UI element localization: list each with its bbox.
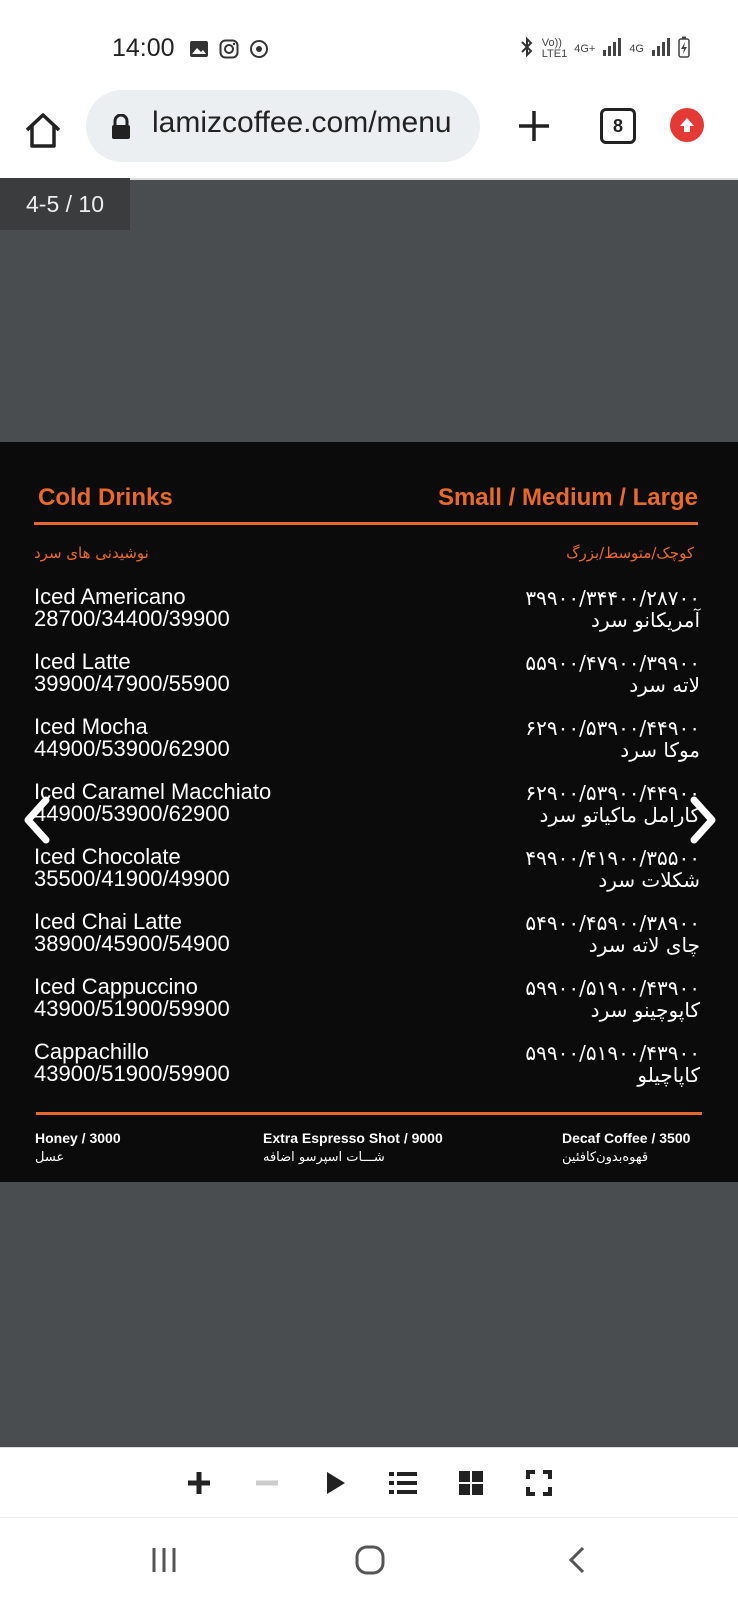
signal-icon bbox=[602, 38, 622, 59]
item-name: Iced Americano bbox=[34, 584, 186, 609]
item-price-fa: ۴۹۹۰۰/۴۱۹۰۰/۳۵۵۰۰ bbox=[525, 846, 700, 870]
play-button[interactable] bbox=[318, 1466, 352, 1500]
back-icon bbox=[563, 1545, 593, 1575]
extra-honey bbox=[35, 1128, 121, 1168]
item-name: Cappachillo bbox=[34, 1039, 149, 1064]
menu-sizes-fa: کوچک/متوسط/بزرگ bbox=[566, 544, 694, 562]
menu-item bbox=[34, 779, 704, 839]
fullscreen-button[interactable] bbox=[522, 1466, 556, 1500]
item-name: Iced Latte bbox=[34, 649, 131, 674]
item-name-fa: موکا سرد bbox=[620, 738, 700, 762]
menu-sizes: Small / Medium / Large bbox=[437, 484, 698, 511]
previous-slide-button[interactable] bbox=[14, 790, 58, 850]
volte-label: Vo)) bbox=[541, 36, 562, 49]
item-price: 43900/51900/59900 bbox=[34, 1061, 230, 1086]
home-circle-icon bbox=[354, 1544, 386, 1576]
item-name: Iced Cappuccino bbox=[34, 974, 198, 999]
network-label: 4G+ bbox=[574, 42, 596, 55]
plus-icon bbox=[514, 106, 554, 146]
viewer-toolbar bbox=[0, 1447, 738, 1518]
item-price-fa: ۶۲۹۰۰/۵۳۹۰۰/۴۴۹۰۰ bbox=[525, 781, 700, 805]
item-price-fa: ۵۴۹۰۰/۴۵۹۰۰/۳۸۹۰۰ bbox=[525, 911, 700, 935]
notification-icons bbox=[188, 38, 270, 60]
grid-icon bbox=[457, 1469, 485, 1497]
menu-item bbox=[34, 1039, 704, 1099]
instagram-icon bbox=[218, 38, 240, 60]
item-name: Iced Chai Latte bbox=[34, 909, 182, 934]
footer-divider bbox=[36, 1112, 702, 1115]
extra-label-fa: شـــات اسپرسو اضافه bbox=[263, 1150, 385, 1165]
item-price: 44900/53900/62900 bbox=[34, 801, 230, 826]
system-status-icons bbox=[519, 36, 690, 61]
menu-item bbox=[34, 909, 704, 969]
fullscreen-icon bbox=[525, 1469, 553, 1497]
extra-label: Decaf Coffee / 3500 bbox=[562, 1130, 691, 1146]
item-price-fa: ۵۹۹۰۰/۵۱۹۰۰/۴۳۹۰۰ bbox=[525, 976, 700, 1000]
chevron-left-icon bbox=[14, 790, 58, 850]
extra-label-fa: عسل bbox=[35, 1150, 65, 1165]
item-name-fa: کاپاچیلو bbox=[637, 1063, 700, 1087]
play-icon bbox=[321, 1469, 349, 1497]
grid-button[interactable] bbox=[454, 1466, 488, 1500]
item-price: 44900/53900/62900 bbox=[34, 736, 230, 761]
list-button[interactable] bbox=[386, 1466, 420, 1500]
header-divider bbox=[34, 522, 698, 525]
extra-label-fa: قهوه‌بدون‌کافئین bbox=[562, 1150, 649, 1165]
status-time: 14:00 bbox=[112, 34, 175, 62]
home-icon bbox=[22, 110, 64, 152]
menu-slide bbox=[0, 442, 738, 1182]
zoom-in-button[interactable] bbox=[182, 1466, 216, 1500]
signal-icon-2 bbox=[651, 38, 671, 59]
item-price-fa: ۶۲۹۰۰/۵۳۹۰۰/۴۴۹۰۰ bbox=[525, 716, 700, 740]
next-slide-button[interactable] bbox=[682, 790, 726, 850]
update-button[interactable] bbox=[670, 108, 704, 142]
minus-icon bbox=[253, 1469, 281, 1497]
lte-label: LTE1 bbox=[541, 47, 568, 60]
item-name: Iced Caramel Macchiato bbox=[34, 779, 272, 804]
menu-item bbox=[34, 714, 704, 774]
tab-switcher-button[interactable]: 8 bbox=[600, 108, 636, 144]
menu-title-fa: نوشیدنی های سرد bbox=[34, 544, 149, 562]
numbered-list-icon bbox=[388, 1469, 418, 1497]
slide-counter: 4-5 / 10 bbox=[0, 178, 130, 230]
status-bar bbox=[0, 0, 738, 88]
new-tab-button[interactable] bbox=[514, 106, 554, 146]
arrow-up-icon bbox=[677, 115, 697, 135]
lock-icon bbox=[110, 114, 132, 144]
back-button[interactable] bbox=[558, 1540, 598, 1580]
gallery-icon bbox=[188, 38, 210, 60]
extra-espresso-shot bbox=[263, 1128, 443, 1168]
battery-icon bbox=[678, 36, 690, 61]
item-price: 39900/47900/55900 bbox=[34, 671, 230, 696]
home-nav-button[interactable] bbox=[350, 1540, 390, 1580]
item-price: 35500/41900/49900 bbox=[34, 866, 230, 891]
menu-title: Cold Drinks bbox=[38, 484, 173, 511]
zoom-out-button[interactable] bbox=[250, 1466, 284, 1500]
home-button[interactable] bbox=[22, 110, 68, 156]
item-price: 38900/45900/54900 bbox=[34, 931, 230, 956]
item-name-fa: شکلات سرد bbox=[598, 868, 700, 892]
item-price: 43900/51900/59900 bbox=[34, 996, 230, 1021]
recent-apps-button[interactable] bbox=[144, 1540, 184, 1580]
sync-icon bbox=[248, 38, 270, 60]
item-name: Iced Mocha bbox=[34, 714, 148, 739]
item-name-fa: کاپوچینو سرد bbox=[590, 998, 700, 1022]
menu-item bbox=[34, 649, 704, 709]
item-name-fa: آمریکانو سرد bbox=[591, 608, 700, 632]
browser-toolbar bbox=[0, 88, 738, 180]
item-name-fa: چای لاته سرد bbox=[588, 933, 700, 957]
network-label-2: 4G bbox=[629, 42, 644, 55]
item-name: Iced Chocolate bbox=[34, 844, 181, 869]
extra-label: Honey / 3000 bbox=[35, 1130, 121, 1146]
extra-decaf bbox=[562, 1128, 690, 1168]
extra-label: Extra Espresso Shot / 9000 bbox=[263, 1130, 443, 1146]
plus-icon bbox=[185, 1469, 213, 1497]
item-name-fa: لاته سرد bbox=[629, 673, 700, 697]
item-price: 28700/34400/39900 bbox=[34, 606, 230, 631]
bluetooth-icon bbox=[519, 36, 535, 61]
menu-item bbox=[34, 584, 704, 644]
item-price-fa: ۵۵۹۰۰/۴۷۹۰۰/۳۹۹۰۰ bbox=[525, 651, 700, 675]
item-price-fa: ۳۹۹۰۰/۳۴۴۰۰/۲۸۷۰۰ bbox=[525, 586, 700, 610]
url-text: lamizcoffee.com/menu bbox=[152, 106, 452, 139]
menu-item bbox=[34, 974, 704, 1034]
recents-icon bbox=[149, 1545, 179, 1575]
system-navigation-bar bbox=[0, 1517, 738, 1601]
item-name-fa: کارامل ماکیاتو سرد bbox=[539, 803, 700, 827]
chevron-right-icon bbox=[682, 790, 726, 850]
item-price-fa: ۵۹۹۰۰/۵۱۹۰۰/۴۳۹۰۰ bbox=[525, 1041, 700, 1065]
address-bar[interactable] bbox=[86, 90, 480, 162]
menu-item bbox=[34, 844, 704, 904]
